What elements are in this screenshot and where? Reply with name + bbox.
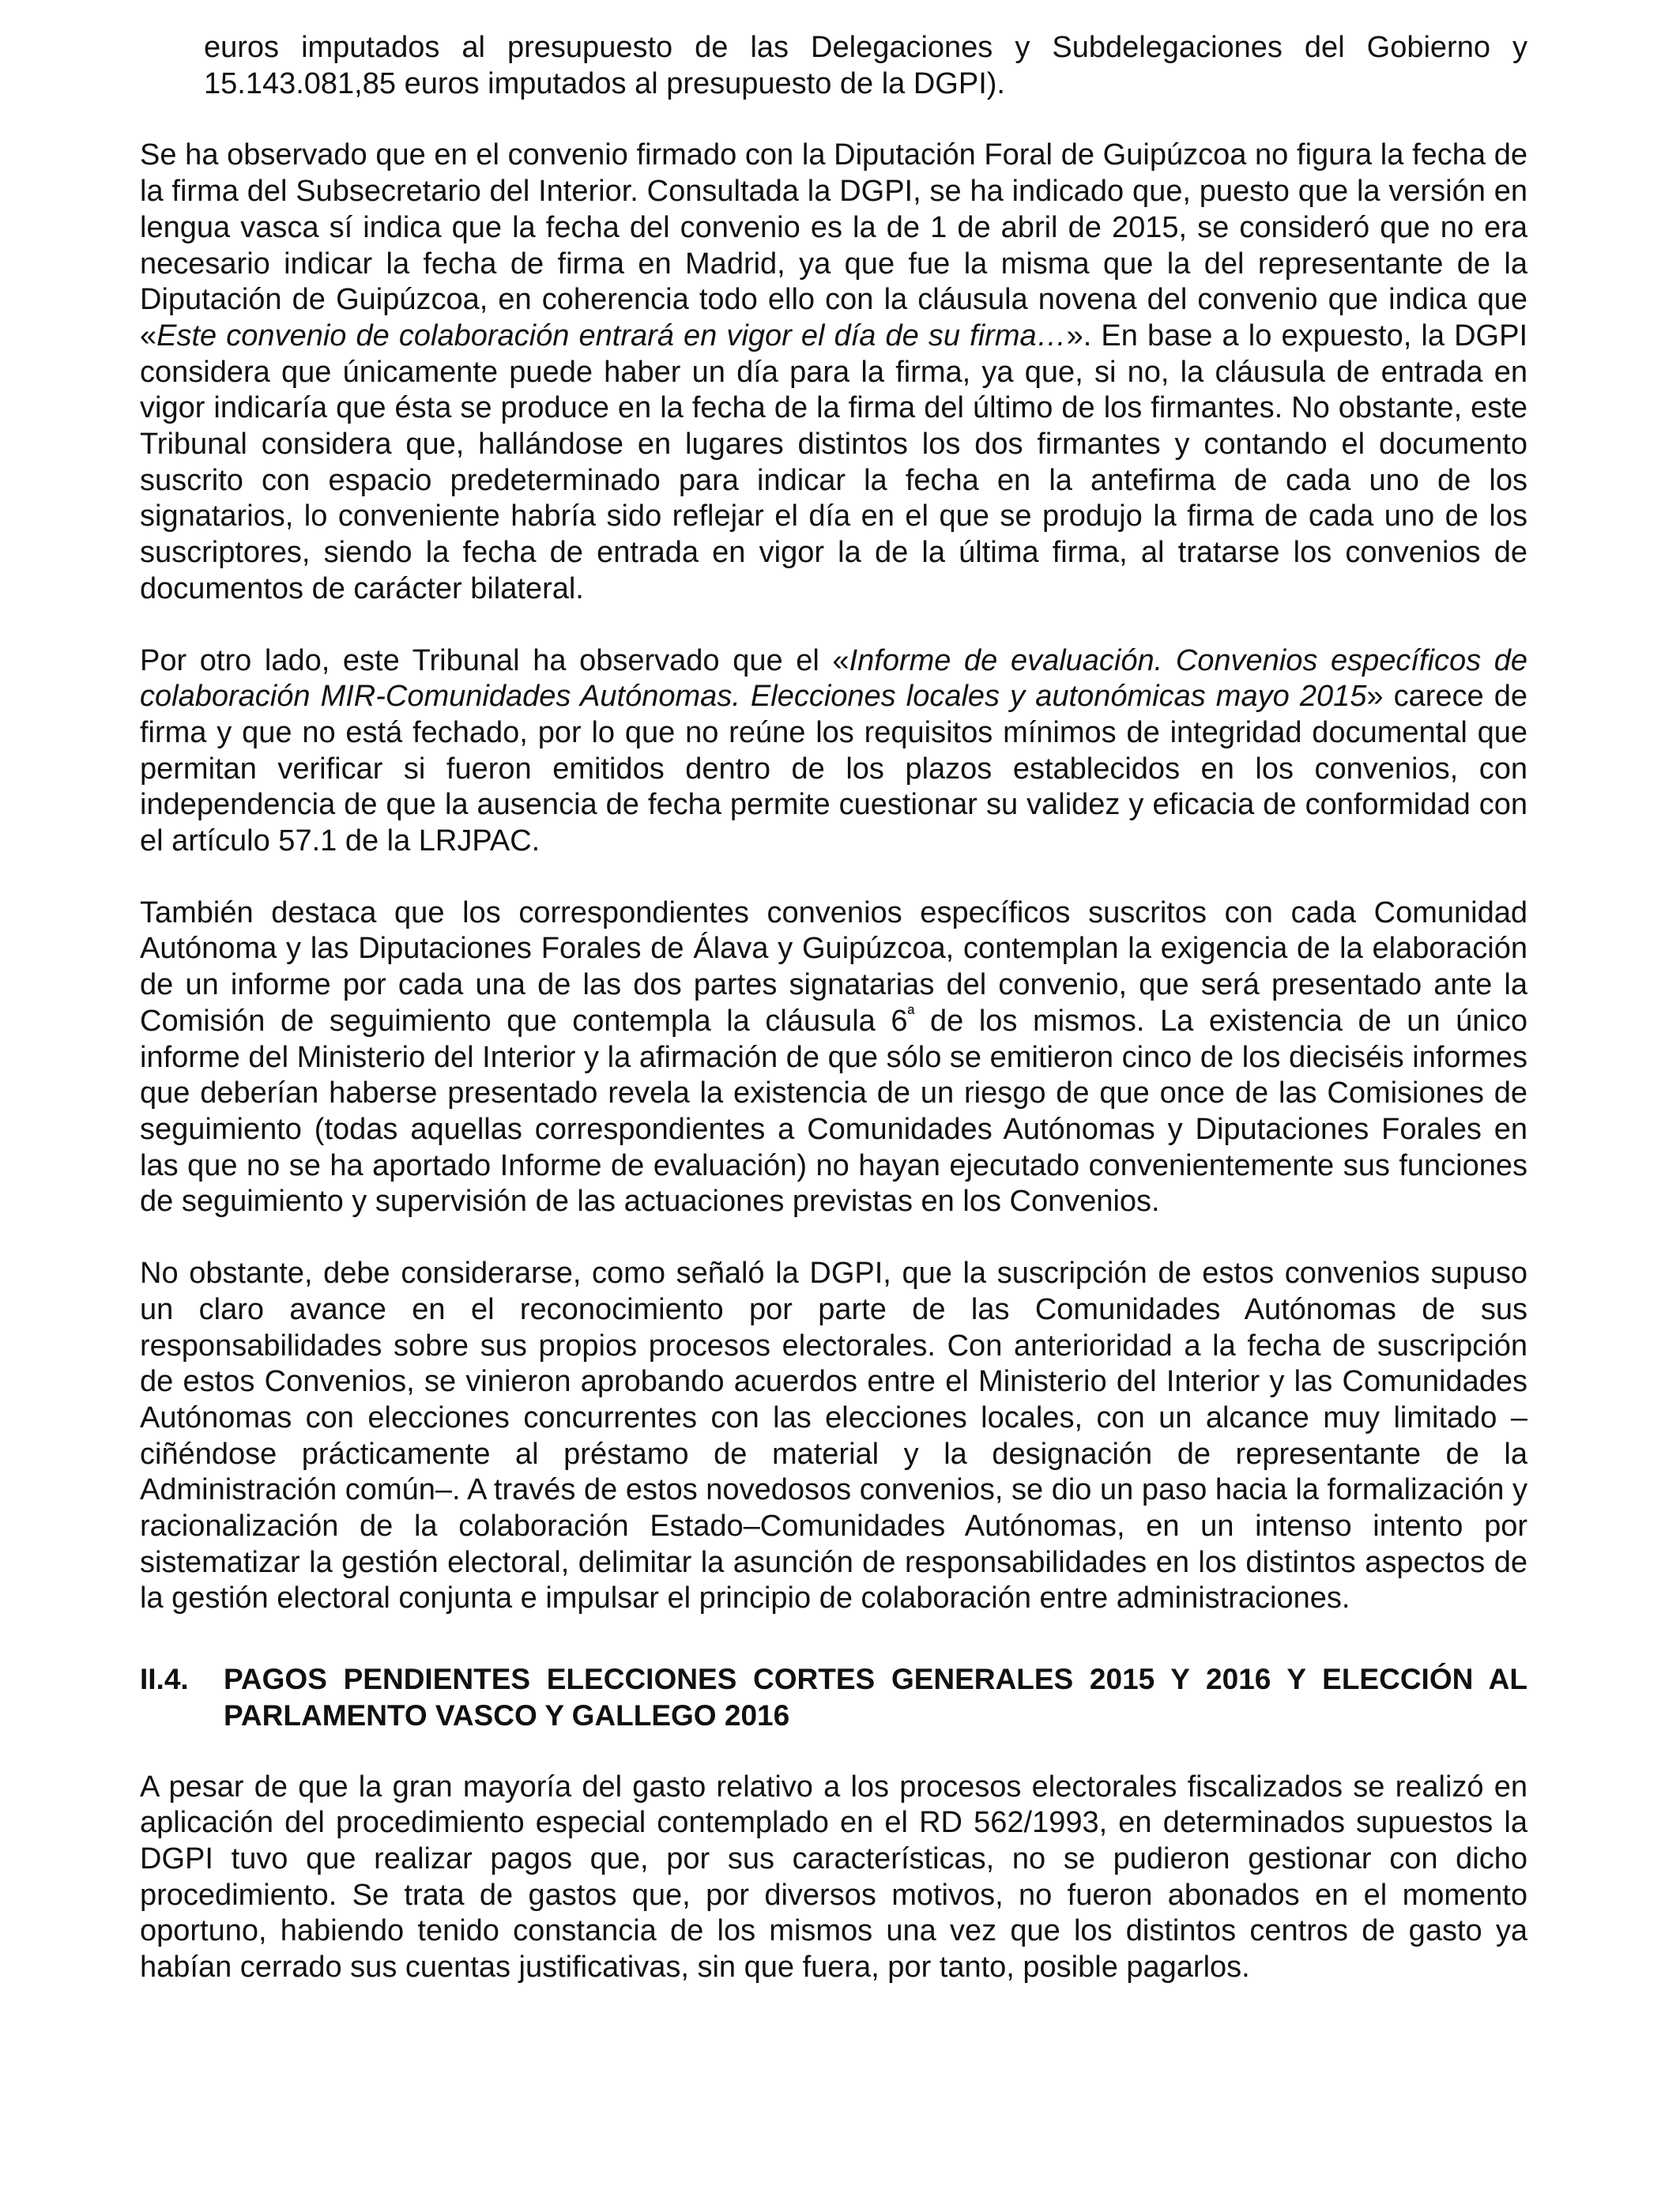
- p3-text-a: También destaca que los correspondientes convenios específicos suscritos con cada Comunidad Autónoma y las Diputaciones Forales de Álava y Guipúzcoa, contemplan la exigencia de la elaboración de un informe por cada una de las dos partes signatarias del convenio, que será presentado ante la Comisión de seguimiento que contempla la cláusula 6: [140, 895, 1527, 1038]
- section-heading: [140, 1661, 1527, 1733]
- paragraph-continuation-text: euros imputados al presupuesto de las Delegaciones y Subdelegaciones del Gobierno y 15.143.081,85 euros imputados al presupuesto de la DGPI).: [204, 31, 1527, 100]
- p1-text-b: ». En base a lo expuesto, la DGPI considera que únicamente puede haber un día para la firma, ya que, si no, la cláusula de entrada en vigor indicaría que ésta se produce en la fecha de la firma del último de los firmantes. No obstante, este Tribunal considera que, hallándose en lugares distintos los dos firmantes y contando el documento suscrito con espacio predeterminado para indicar la fecha en la antefirma de cada uno de los signatarios, lo conveniente habría sido reflejar el día en el que se produjo la firma de cada uno de los suscriptores, siendo la fecha de entrada en vigor la de la última firma, al tratarse los convenios de documentos de carácter bilateral.: [140, 319, 1527, 605]
- p1-italic-quote: Este convenio de colaboración entrará en vigor el día de su firma…: [156, 319, 1067, 352]
- p2-italic-title: Informe de evaluación. Convenios específicos de colaboración MIR-Comunidades Autónomas. Elecciones locales y autonómicas mayo 2015: [140, 643, 1527, 714]
- paragraph-convenio-guipuzcoa: [140, 138, 1527, 607]
- section-number: II.4.: [140, 1663, 189, 1696]
- paragraph-informe-evaluacion: [140, 643, 1527, 860]
- section-title: PAGOS PENDIENTES ELECCIONES CORTES GENERALES 2015 Y 2016 Y ELECCIÓN AL PARLAMENTO VASCO Y GALLEGO 2016: [224, 1663, 1527, 1732]
- paragraph-avance-convenios: [140, 1256, 1527, 1617]
- p4-text: No obstante, debe considerarse, como señaló la DGPI, que la suscripción de estos convenios supuso un claro avance en el reconocimiento por parte de las Comunidades Autónomas de sus responsabilidades sobre sus propios procesos electorales. Con anterioridad a la fecha de suscripción de estos Convenios, se vinieron aprobando acuerdos entre el Ministerio del Interior y las Comunidades Autónomas con elecciones concurrentes con las elecciones locales, con un alcance muy limitado –ciñéndose prácticamente al préstamo de material y la designación de representante de la Administración común–. A través de estos novedosos convenios, se dio un paso hacia la formalización y racionalización de la colaboración Estado–Comunidades Autónomas, en un intenso intento por sistematizar la gestión electoral, delimitar la asunción de responsabilidades en los distintos aspectos de la gestión electoral conjunta e impulsar el principio de colaboración entre administraciones.: [140, 1257, 1527, 1615]
- p2-text-b: » carece de firma y que no está fechado, por lo que no reúne los requisitos mínimos de integridad documental que permitan verificar si fueron emitidos dentro de los plazos establecidos en los convenios, con independencia de que la ausencia de fecha permite cuestionar su validez y eficacia de conformidad con el artículo 57.1 de la LRJPAC.: [140, 680, 1528, 858]
- p2-text-a: Por otro lado, este Tribunal ha observado que el «: [140, 643, 849, 677]
- paragraph-comision-seguimiento: [140, 895, 1527, 1220]
- paragraph-pagos-pendientes: [140, 1770, 1527, 1986]
- p3-text-b: de los mismos. La existencia de un único informe del Ministerio del Interior y la afirmación de que sólo se emitieron cinco de los dieciséis informes que deberían haberse presentado revela la existencia de un riesgo de que once de las Comisiones de seguimiento (todas aquellas correspondientes a Comunidades Autónomas y Diputaciones Forales en las que no se ha aportado Informe de evaluación) no hayan ejecutado convenientemente sus funciones de seguimiento y supervisión de las actuaciones previstas en los Convenios.: [140, 1004, 1528, 1219]
- document-page: [140, 30, 1527, 1986]
- p1-text-a: Se ha observado que en el convenio firmado con la Diputación Foral de Guipúzcoa no figura la fecha de la firma del Subsecretario del Interior. Consultada la DGPI, se ha indicado que, puesto que la versión en lengua vasca sí indica que la fecha del convenio es la de 1 de abril de 2015, se consideró que no era necesario indicar la fecha de firma en Madrid, ya que fue la misma que la del representante de la Diputación de Guipúzcoa, en coherencia todo ello con la cláusula novena del convenio que indica que «: [140, 138, 1527, 352]
- p5-text: A pesar de que la gran mayoría del gasto relativo a los procesos electorales fiscalizados se realizó en aplicación del procedimiento especial contemplado en el RD 562/1993, en determinados supuestos la DGPI tuvo que realizar pagos que, por sus características, no se pudieron gestionar con dicho procedimiento. Se trata de gastos que, por diversos motivos, no fueron abonados en el momento oportuno, habiendo tenido constancia de los mismos una vez que los distintos centros de gasto ya habían cerrado sus cuentas justificativas, sin que fuera, por tanto, posible pagarlos.: [140, 1770, 1527, 1985]
- p3-ordinal-sup: ª: [907, 1003, 915, 1025]
- paragraph-continuation: [140, 30, 1527, 102]
